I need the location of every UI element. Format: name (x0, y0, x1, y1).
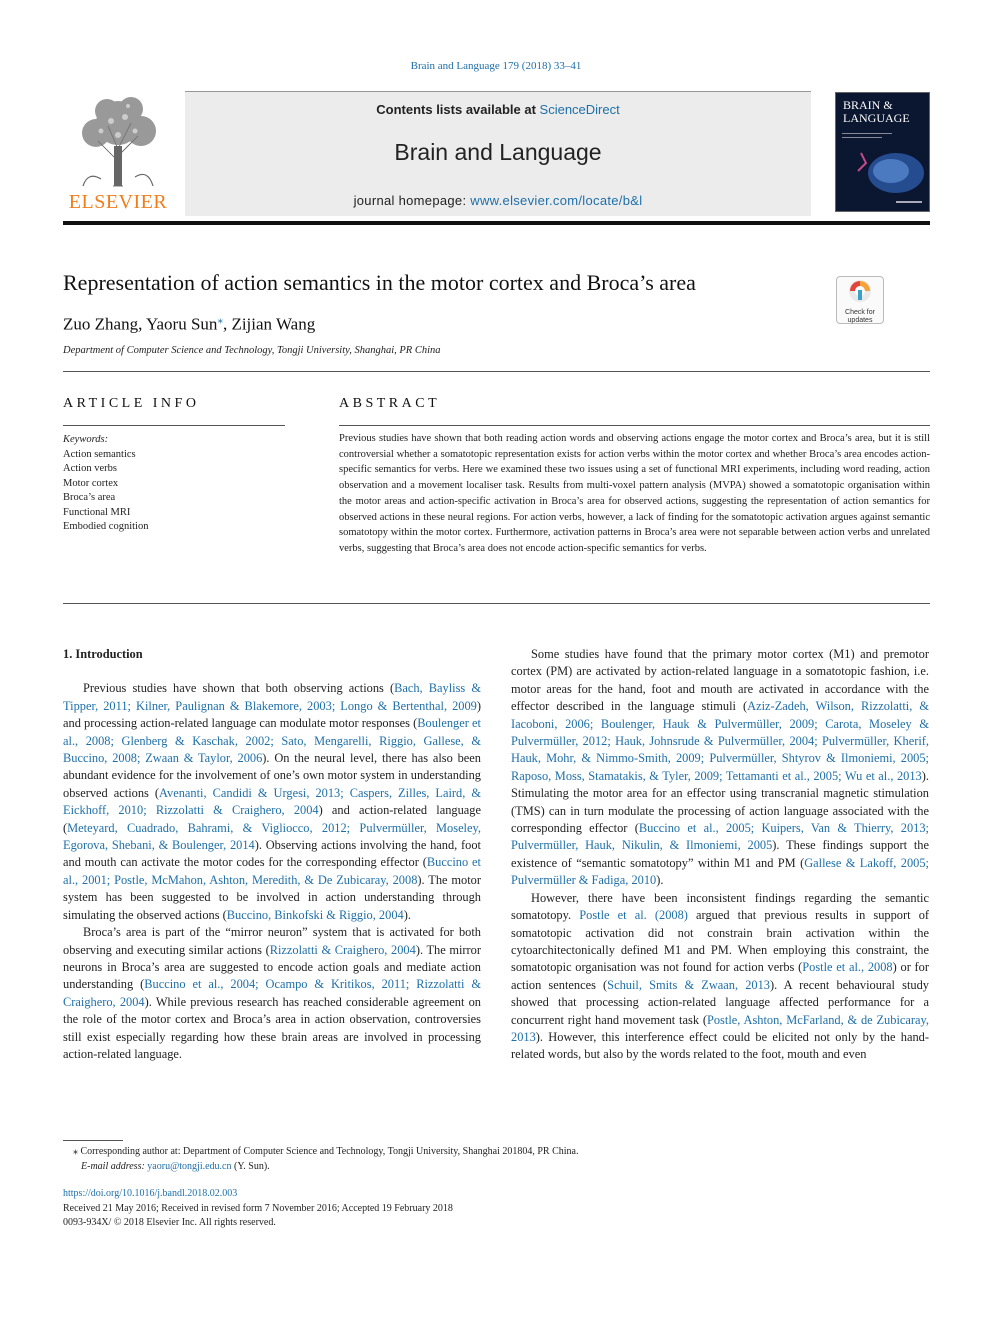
intro-paragraph (511, 890, 929, 1064)
paragraph-text: ). While previous research has reached considerable agreement on the role of the motor cortex and Broca’s area in action observation, controversies still exist especially regarding how these brain areas are involved in processing action-related language. (63, 994, 481, 1061)
citation-link[interactable]: Boulenger et al., 2008; Glenberg & Kaschak, 2002; Sato, Mengarelli, Riggio, Gallese, & Buccino, 2008; Zwaan & Taylor, 2006 (63, 716, 481, 766)
paragraph-text: ) and action-related language ( (63, 803, 482, 835)
journal-info-box (185, 91, 811, 216)
paragraph-text: Previous studies have shown that both observing actions ( (83, 681, 395, 696)
paragraph-text: Broca’s area is part of the “mirror neuron” system that is activated for both observing and executing similar actions ( (63, 925, 481, 957)
article-info-rule (63, 425, 285, 426)
body-column-left (63, 646, 481, 1063)
paragraph-text: ). (656, 873, 664, 888)
corresponding-author-text: Corresponding author at: Department of Computer Science and Technology, Tongji University, Shanghai 201804, PR China. (78, 1146, 579, 1157)
citation-link[interactable]: Postle, Ashton, McFarland, & de Zubicaray, 2013 (511, 1012, 929, 1044)
keyword: Motor cortex (63, 477, 119, 489)
paragraph-text: ). A recent behavioural study showed that processing action-related language affected performance for a concurrent right hand movement task ( (511, 977, 929, 1027)
citation-link[interactable]: Aziz-Zadeh, Wilson, Rizzolatti, & Iacoboni, 2006; Boulenger, Hauk & Pulvermüller, 2009; Carota, Moseley & Pulvermüller, 2012; Hauk, Johnsrude & Pulvermüller, 2004; Pulvermüller, Kherif, Hauk, Mohr, & Nimmo-Smith, 2009; Pulvermüller, Shtyrov & Ilmoniemi, 2005; Raposo, Moss, Stamatakis, & Tyler, 2009; Tettamanti et al., 2005; Wu et al., 2013 (511, 699, 929, 783)
journal-citation[interactable]: Brain and Language 179 (2018) 33–41 (410, 60, 582, 72)
keyword: Action semantics (63, 448, 136, 460)
journal-name: Brain and Language (394, 139, 602, 165)
journal-cover[interactable] (835, 92, 930, 212)
author-wang: , Zijian Wang (222, 314, 316, 334)
copyright: 0093-934X/ © 2018 Elsevier Inc. All rights reserved. (63, 1217, 276, 1228)
publication-info (63, 1187, 453, 1231)
divider-bottom (63, 603, 930, 604)
abstract-rule (339, 425, 930, 426)
citation-link[interactable]: Buccino et al., 2004; Ocampo & Kritikos, 2011; Rizzolatti & Craighero, 2004 (63, 977, 481, 1009)
paragraph-text: ). These findings support the existence of “semantic somatotopy” within M1 and PM ( (511, 838, 929, 870)
paragraph-text: argued that previous results in support of somatotopic activation did not constrain brain activation within the cytoarchitectonically defined M1 and PM. When employing this constraint, the somatotopic organisation was not found for action verbs ( (511, 908, 930, 975)
crossmark-label-line2: updates (847, 317, 873, 324)
author-list (63, 313, 315, 335)
paragraph-text: ). The mirror neurons in Broca’s area are suggested to encode action goals and mediate action understanding ( (63, 942, 482, 992)
elsevier-tree-icon (63, 91, 173, 191)
intro-paragraph (511, 646, 929, 890)
elsevier-wordmark: ELSEVIER (68, 191, 168, 213)
paragraph-text: ). Observing actions involving the hand, foot and mouth can activate the motor codes for the corresponding effector ( (63, 838, 481, 870)
affiliation: Department of Computer Science and Technology, Tongji University, Shanghai, PR China (63, 345, 441, 356)
homepage-label: journal homepage: (353, 193, 471, 208)
citation-link[interactable]: Postle et al., 2008 (802, 960, 893, 975)
contents-line (185, 102, 811, 117)
crossmark-label (837, 309, 883, 325)
corresponding-author-mark[interactable]: ⁎ (217, 314, 223, 326)
elsevier-logo[interactable] (63, 91, 173, 213)
email-note (63, 1159, 930, 1174)
author-zhang: Zuo Zhang, (63, 314, 146, 334)
footnote-mark: ⁎ (73, 1146, 78, 1157)
citation-link[interactable]: Bach, Bayliss & Tipper, 2011; Kilner, Paulignan & Blakemore, 2003; Longo & Bertenthal, 2009 (63, 681, 481, 713)
contents-prefix: Contents lists available at (376, 102, 540, 117)
email-suffix: (Y. Sun). (231, 1161, 270, 1172)
keywords-label: Keywords: (63, 434, 109, 445)
body-column-right (511, 646, 929, 1064)
citation-link[interactable]: Rizzolatti & Craighero, 2004 (269, 942, 416, 957)
paragraph-text: ). The motor system has been suggested to be involved in action understanding through simulating the observed actions ( (63, 872, 481, 922)
abstract-text: Previous studies have shown that both reading action words and observing actions engage the motor cortex and Broca’s area, but it is still controversial whether a somatotopic representation exists for action verbs within the motor cortex and whether Broca’s area encodes action-specific semantics for verbs. Here we examined these two issues using a set of functional MRI experiments, including word reading, action observation and a movement localiser task. Results from multi-voxel pattern analysis (MVPA) showed a somatotopic organisation within the motor areas and action-specific activation in Broca’s area for observed actions, suggesting the representation of action semantics for observed actions in these neural regions. For action verbs, however, a lack of finding for the somatotopic activation argues against semantic somatotopy within the motor cortex. Furthermore, activation patterns in Broca’s area were not separable between action verbs and unrelated verbs, suggesting that Broca’s area does not encode action-specific semantics for verbs. (339, 433, 930, 554)
paragraph-text: ). (403, 907, 411, 922)
citation-link[interactable]: Buccino et al., 2001; Postle, McMahon, Ashton, Meredith, & De Zubicaray, 2008 (63, 855, 481, 887)
intro-paragraph (63, 924, 481, 1063)
cover-title-line1: BRAIN & (843, 98, 893, 112)
citation-link[interactable]: Avenanti, Candidi & Urgesi, 2013; Caspers, Zilles, Laird, & Eickhoff, 2010; Rizzolatti & Craighero, 2004 (63, 785, 481, 818)
paragraph-text: However, there have been inconsistent findings regarding the semantic somatotopy. (511, 890, 929, 923)
paragraph-text: ) and processing action-related language can modulate motor responses ( (63, 698, 481, 731)
keyword: Embodied cognition (63, 521, 149, 532)
header-divider (63, 221, 930, 225)
cover-brain-image (836, 93, 929, 211)
citation-link[interactable]: Gallese & Lakoff, 2005; Pulvermüller & Fadiga, 2010 (511, 855, 929, 888)
check-for-updates-badge[interactable] (836, 276, 884, 324)
citation-link[interactable]: Meteyard, Cuadrado, Bahrami, & Vigliocco, 2012; Pulvermüller, Moseley, Egorova, Shebani, & Boulenger, 2014 (63, 820, 481, 853)
citation-link[interactable]: Schuil, Smits & Zwaan, 2013 (607, 977, 770, 992)
keyword: Functional MRI (63, 506, 131, 518)
paragraph-text: ) or for action sentences ( (511, 960, 930, 992)
keywords-block (63, 433, 148, 535)
email-label: E-mail address: (81, 1161, 148, 1172)
paragraph-text: ). On the neural level, there has also been abundant evidence for the involvement of one’s own motor system in understanding observed actions ( (63, 751, 481, 800)
crossmark-label-line1: Check for (845, 309, 875, 316)
article-title: Representation of action semantics in the motor cortex and Broca’s area (63, 270, 696, 295)
citation-link[interactable]: Buccino, Binkofski & Riggio, 2004 (226, 907, 404, 922)
paragraph-text: Some studies have found that the primary motor cortex (M1) and premotor cortex (PM) are activated by action-related language in a somatotopic fashion, i.e. motor areas for the hand, foot and mouth are activated in accordance with the effector described in the language stimuli ( (511, 647, 929, 714)
footnotes (63, 1144, 930, 1174)
sciencedirect-link[interactable]: ScienceDirect (539, 102, 620, 117)
journal-header (63, 91, 930, 222)
corresponding-author-note (63, 1144, 930, 1159)
divider-top (63, 371, 930, 372)
keyword: Action verbs (63, 463, 117, 474)
keyword: Broca’s area (63, 492, 116, 503)
abstract-heading: ABSTRACT (339, 396, 441, 411)
journal-homepage (185, 193, 811, 208)
citation-link[interactable]: Postle et al. (2008) (579, 908, 688, 923)
doi-link[interactable]: https://doi.org/10.1016/j.bandl.2018.02.003 (63, 1188, 238, 1199)
article-info-heading: ARTICLE INFO (63, 396, 200, 411)
paragraph-text: ). Stimulating the motor area for an effector using transcranial magnetic stimulation (TMS) can in turn modulate the processing of action language associated with the corresponding effector ( (511, 768, 929, 836)
section-heading-introduction: 1. Introduction (63, 647, 143, 661)
cover-title-line2: LANGUAGE (843, 111, 910, 125)
intro-paragraph (63, 680, 481, 924)
author-sun: Yaoru Sun (145, 314, 218, 334)
citation-link[interactable]: Buccino et al., 2005; Kuipers, Van & Thierry, 2013; Pulvermüller, Hauk, Nikulin, & Ilmoniemi, 2005 (511, 821, 929, 853)
homepage-link[interactable]: www.elsevier.com/locate/b&l (470, 193, 643, 208)
received-dates: Received 21 May 2016; Received in revised form 7 November 2016; Accepted 19 February 2018 (63, 1202, 453, 1214)
paragraph-text: ). However, this interference effect could be elicited not only by the hand-related words, but also by the words related to the foot, mouth and even (511, 1029, 929, 1062)
crossmark-icon (848, 279, 872, 303)
email-link[interactable]: yaoru@tongji.edu.cn (147, 1161, 232, 1172)
footnote-rule (63, 1140, 123, 1141)
